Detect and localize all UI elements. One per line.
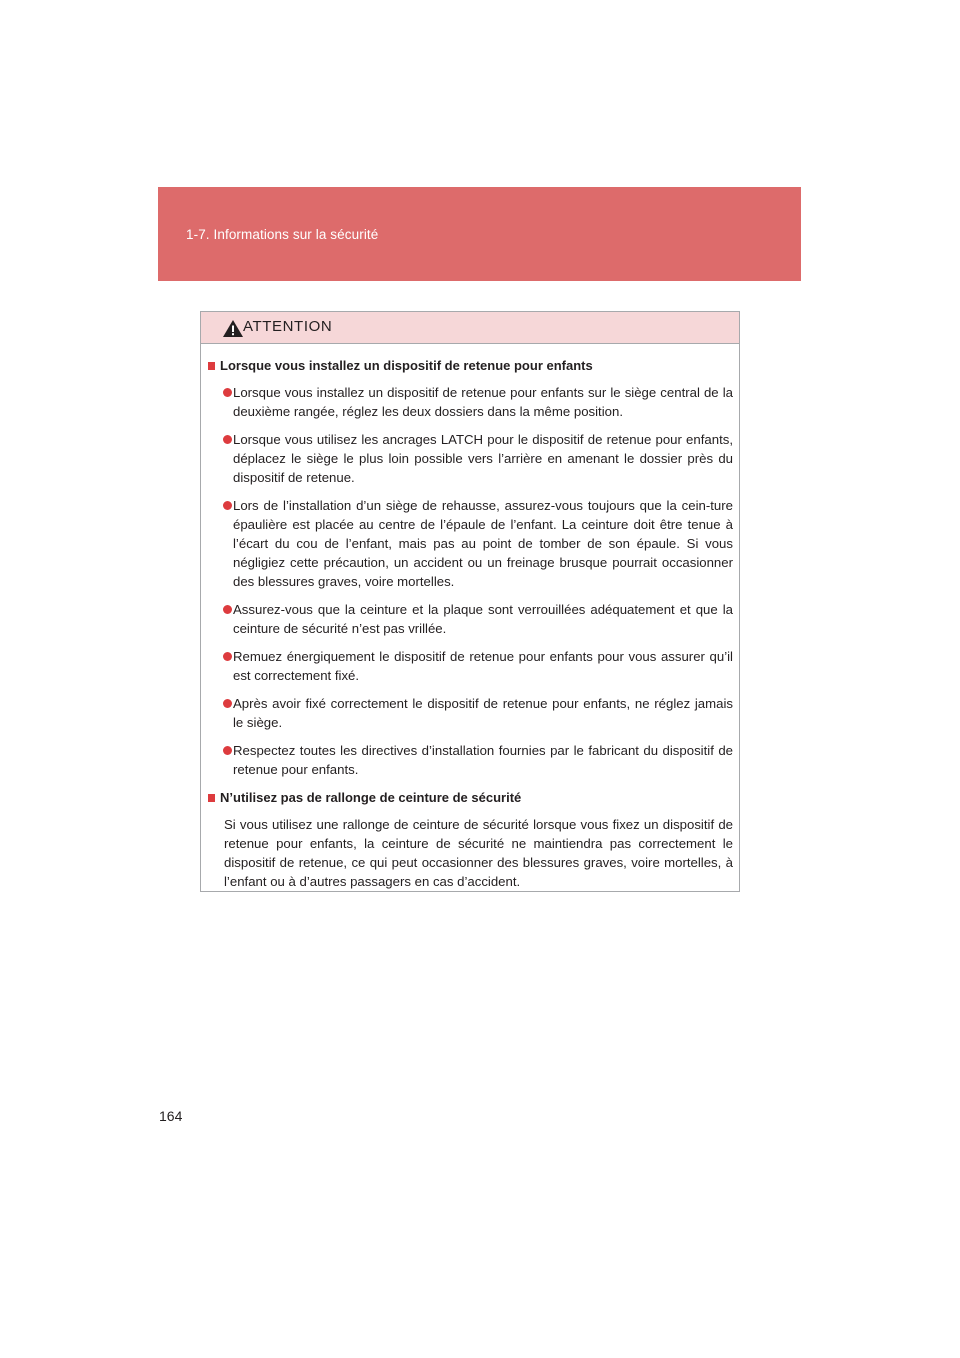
bullet-text: Après avoir fixé correctement le dispositif de retenue pour enfants, ne réglez jamais le siège. [233, 696, 733, 730]
square-bullet-icon [208, 794, 215, 802]
round-bullet-icon [223, 746, 232, 755]
topic-title: N’utilisez pas de rallonge de ceinture de sécurité [220, 790, 522, 805]
attention-header [201, 312, 739, 344]
attention-body [201, 344, 739, 891]
square-bullet-icon [208, 362, 215, 370]
bullet-text: Lorsque vous utilisez les ancrages LATCH pour le dispositif de retenue pour enfants, déplacez le siège le plus loin possible vers l’arrière en amenant le dossier près du dispositif de retenue. [233, 432, 733, 485]
bullet-text: Remuez énergiquement le dispositif de retenue pour enfants pour vous assurer qu’il est correctement fixé. [233, 649, 733, 683]
round-bullet-icon [223, 699, 232, 708]
topic-heading [208, 788, 733, 807]
bullet-item [208, 647, 733, 685]
page-number: 164 [159, 1108, 183, 1124]
bullet-text: Respectez toutes les directives d’installation fournies par le fabricant du dispositif de retenue pour enfants. [233, 743, 733, 777]
bullet-item [208, 741, 733, 779]
section-title: 1-7. Informations sur la sécurité [186, 227, 379, 242]
attention-box [200, 311, 740, 892]
round-bullet-icon [223, 501, 232, 510]
bullet-text: Lors de l’installation d’un siège de rehausse, assurez-vous toujours que la cein-ture épaulière est placée au centre de l’épaule de l’enfant. La ceinture doit être tenue à l’écart du cou de l’enfant, mais pas au point de tomber de son épaule. Si vous négligiez cette précaution, un accident ou un freinage brusque pourrait occasionner des blessures graves, voire mortelles. [233, 498, 733, 589]
bullet-item [208, 600, 733, 638]
topic-paragraph: Si vous utilisez une rallonge de ceinture de sécurité lorsque vous fixez un dispositif de retenue pour enfants, la ceinture de sécurité ne maintiendra pas correctement le dispositif de retenue, ce qui peut occasionner des blessures graves, voire mortelles, à l’enfant ou à d’autres passagers en cas d’accident. [224, 817, 733, 889]
round-bullet-icon [223, 605, 232, 614]
round-bullet-icon [223, 435, 232, 444]
round-bullet-icon [223, 652, 232, 661]
attention-label: ATTENTION [243, 318, 333, 335]
bullet-item [208, 496, 733, 591]
section-header-band [158, 187, 801, 281]
topic-title: Lorsque vous installez un dispositif de retenue pour enfants [220, 358, 593, 373]
warning-triangle-icon [222, 319, 244, 338]
bullet-text: Lorsque vous installez un dispositif de retenue pour enfants sur le siège central de la deuxième rangée, réglez les deux dossiers dans la même position. [233, 385, 733, 419]
bullet-item [208, 694, 733, 732]
bullet-item [208, 383, 733, 421]
topic-heading [208, 356, 733, 375]
round-bullet-icon [223, 388, 232, 397]
bullet-text: Assurez-vous que la ceinture et la plaque sont verrouillées adéquatement et que la ceinture de sécurité n’est pas vrillée. [233, 602, 733, 636]
bullet-item [208, 430, 733, 487]
